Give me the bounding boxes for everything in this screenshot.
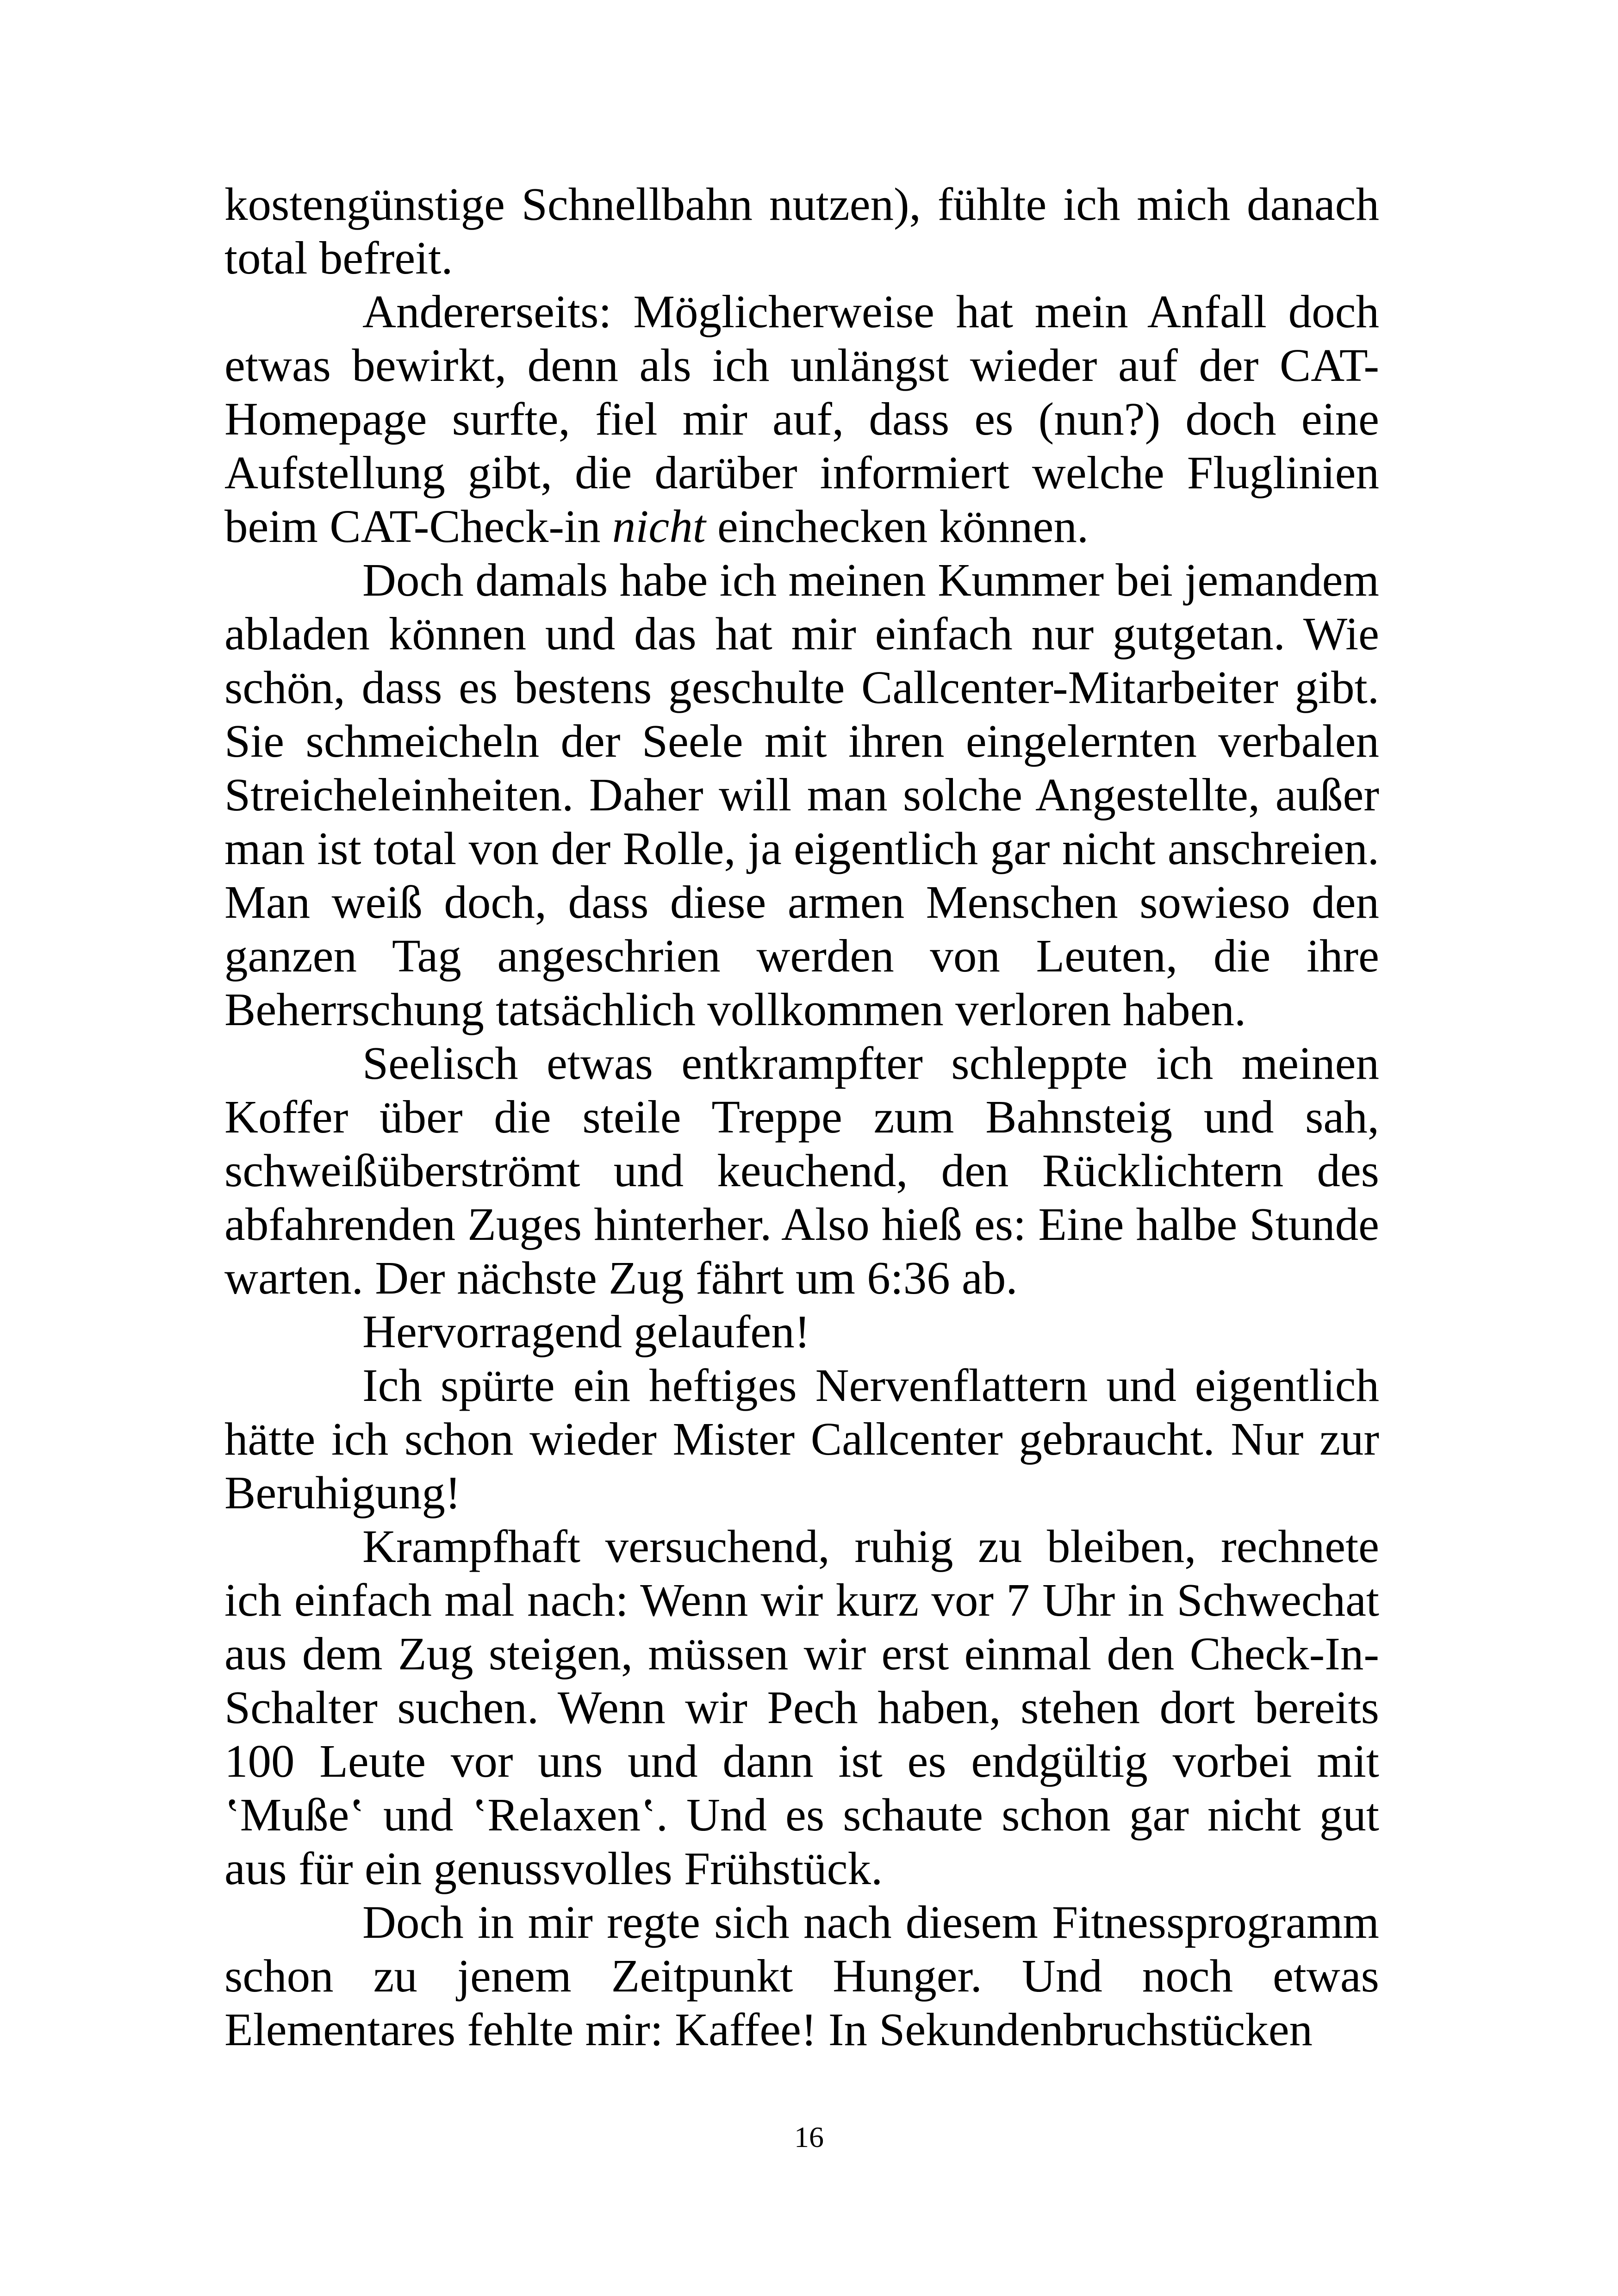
page-body-text <box>224 177 1379 2056</box>
paragraph-2-emphasis: nicht <box>612 500 706 552</box>
paragraph-5: Hervorragend gelaufen! <box>362 1306 810 1357</box>
page-number: 16 <box>794 2121 824 2153</box>
paragraph-1: kostengünstige Schnellbahn nutzen), fühlte ich mich danach total befreit. <box>224 178 1379 284</box>
paragraph-2 <box>224 285 1379 553</box>
paragraph-7: Krampfhaft versuchend, ruhig zu bleiben, rechnete ich einfach mal nach: Wenn wir kurz vor 7 Uhr in Schwechat aus dem Zug steigen, müssen wir erst einmal den Check-In-Schalter suchen. Wenn wir Pech haben, stehen dort bereits 100 Leute vor uns und dann ist es endgültig vorbei mit ‛Muße‛ und ‛Relaxen‛. Und es schaute schon gar nicht gut aus für ein genussvolles Frühstück. <box>224 1520 1379 1894</box>
paragraph-2-text-before: Andererseits: Möglicherweise hat mein Anfall doch etwas bewirkt, denn als ich unlängst wieder auf der CAT-Homepage surfte, fiel mir auf, dass es (nun?) doch eine Aufstellung gibt, die darüber informiert welche Fluglinien beim CAT-Check-in <box>224 286 1379 552</box>
paragraph-2-text-after: einchecken können. <box>705 500 1089 552</box>
paragraph-6: Ich spürte ein heftiges Nervenflattern und eigentlich hätte ich schon wieder Mister Callcenter gebraucht. Nur zur Beruhigung! <box>224 1359 1379 1518</box>
paragraph-8: Doch in mir regte sich nach diesem Fitnessprogramm schon zu jenem Zeitpunkt Hunger. Und noch etwas Elementares fehlte mir: Kaffee! In Sekundenbruchstücken <box>224 1896 1379 2055</box>
paragraph-4: Seelisch etwas entkrampfter schleppte ich meinen Koffer über die steile Treppe zum Bahnsteig und sah, schweißüberströmt und keuchend, den Rücklichtern des abfahrenden Zuges hinterher. Also hieß es: Eine halbe Stunde warten. Der nächste Zug fährt um 6:36 ab. <box>224 1037 1379 1304</box>
paragraph-3: Doch damals habe ich meinen Kummer bei jemandem abladen können und das hat mir einfach nur gutgetan. Wie schön, dass es bestens geschulte Callcenter-Mitarbeiter gibt. Sie schmeicheln der Seele mit ihren eingelernten verbalen Streicheleinheiten. Daher will man solche Angestellte, außer man ist total von der Rolle, ja eigentlich gar nicht anschreien. Man weiß doch, dass diese armen Menschen sowieso den ganzen Tag angeschrien werden von Leuten, die ihre Beherrschung tatsächlich vollkommen verloren haben. <box>224 554 1379 1035</box>
